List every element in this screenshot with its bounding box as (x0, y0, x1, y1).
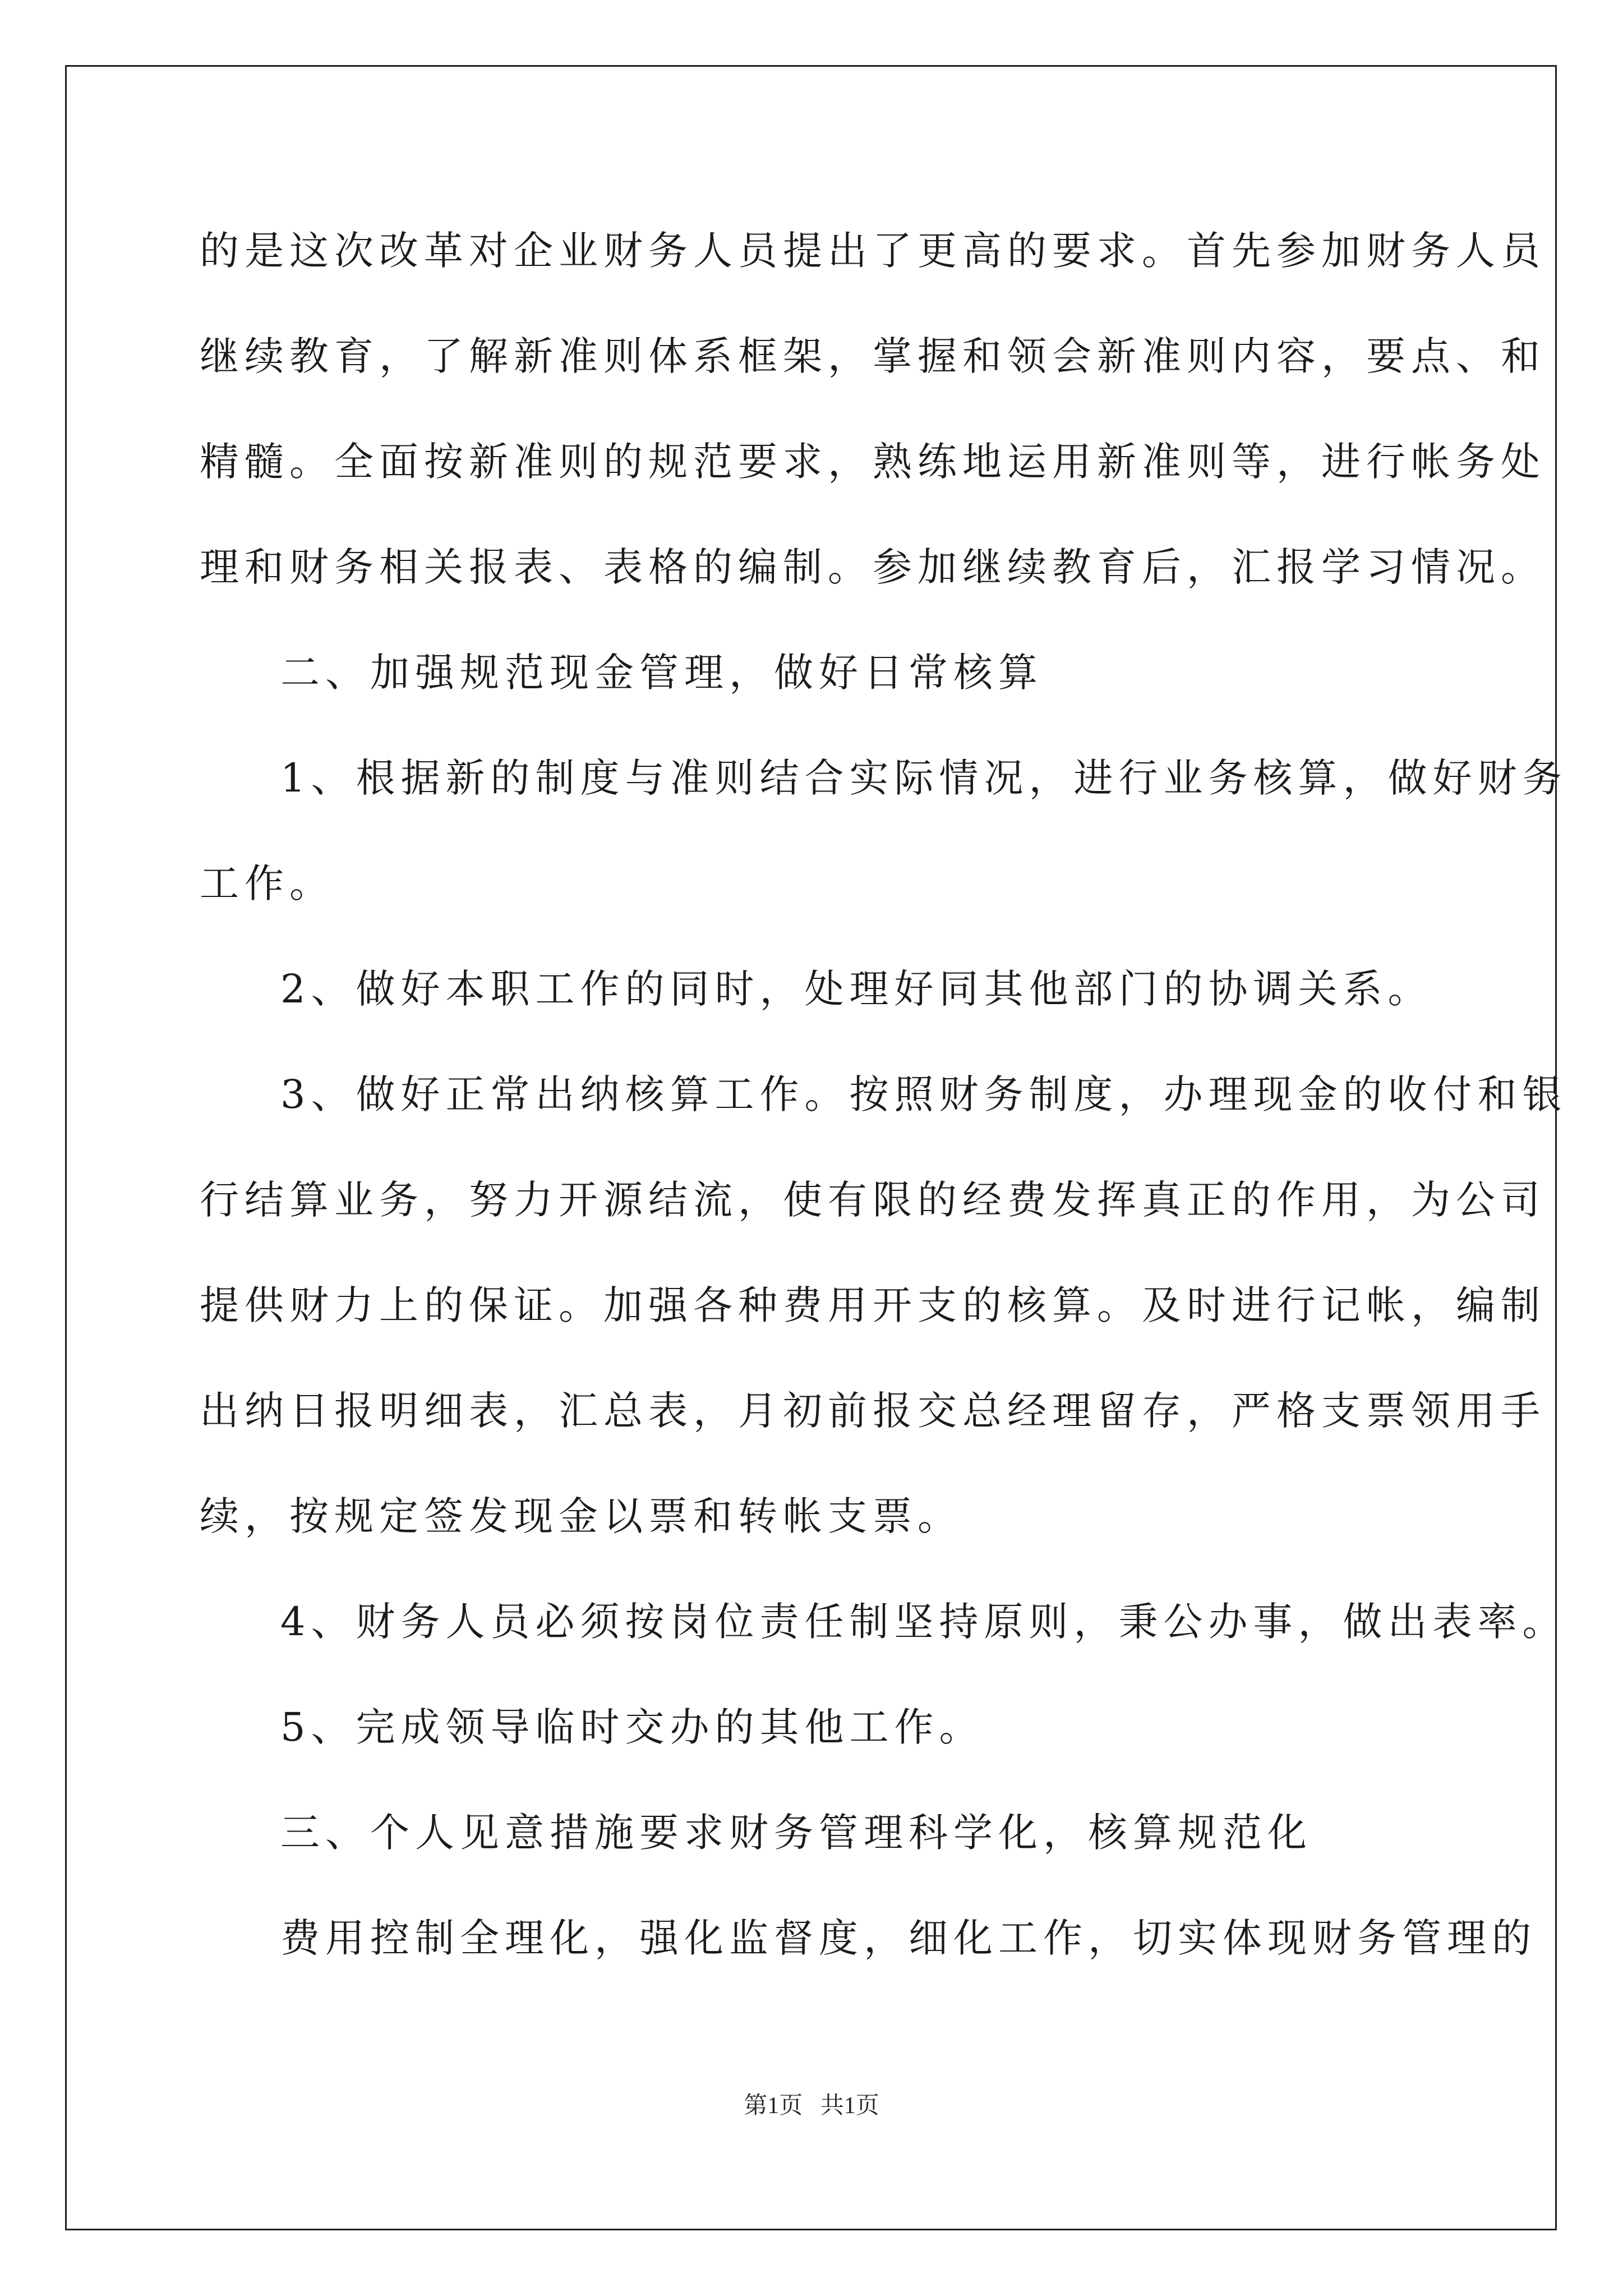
text-line: 工作。 (200, 861, 334, 907)
text-line: 续，按规定签发现金以票和转帐支票。 (200, 1493, 962, 1539)
text-line: 1、根据新的制度与准则结合实际情况，进行业务核算，做好财务 (280, 755, 1567, 801)
text-line: 5、完成领导临时交办的其他工作。 (280, 1704, 984, 1750)
text-line: 费用控制全理化，强化监督度，细化工作，切实体现财务管理的 (280, 1915, 1537, 1961)
text-line: 3、做好正常出纳核算工作。按照财务制度，办理现金的收付和银 (280, 1071, 1567, 1117)
text-line: 行结算业务，努力开源结流，使有限的经费发挥真正的作用，为公司 (200, 1177, 1546, 1223)
page-number-footer: 第1页 共1页 (744, 2093, 879, 2119)
text-line: 的是这次改革对企业财务人员提出了更高的要求。首先参加财务人员 (200, 228, 1546, 274)
text-line: 4、财务人员必须按岗位责任制坚持原则，秉公办事，做出表率。 (280, 1599, 1567, 1645)
section-heading: 三、个人见意措施要求财务管理科学化，核算规范化 (280, 1810, 1312, 1856)
text-line: 精髓。全面按新准则的规范要求，熟练地运用新准则等，进行帐务处 (200, 439, 1546, 485)
text-line: 继续教育，了解新准则体系框架，掌握和领会新准则内容，要点、和 (200, 333, 1546, 379)
text-line: 出纳日报明细表，汇总表，月初前报交总经理留存，严格支票领用手 (200, 1388, 1546, 1434)
text-line: 提供财力上的保证。加强各种费用开支的核算。及时进行记帐，编制 (200, 1282, 1546, 1328)
section-heading: 二、加强规范现金管理，做好日常核算 (280, 650, 1043, 696)
text-line: 理和财务相关报表、表格的编制。参加继续教育后，汇报学习情况。 (200, 544, 1546, 590)
text-line: 2、做好本职工作的同时，处理好同其他部门的协调关系。 (280, 966, 1433, 1012)
